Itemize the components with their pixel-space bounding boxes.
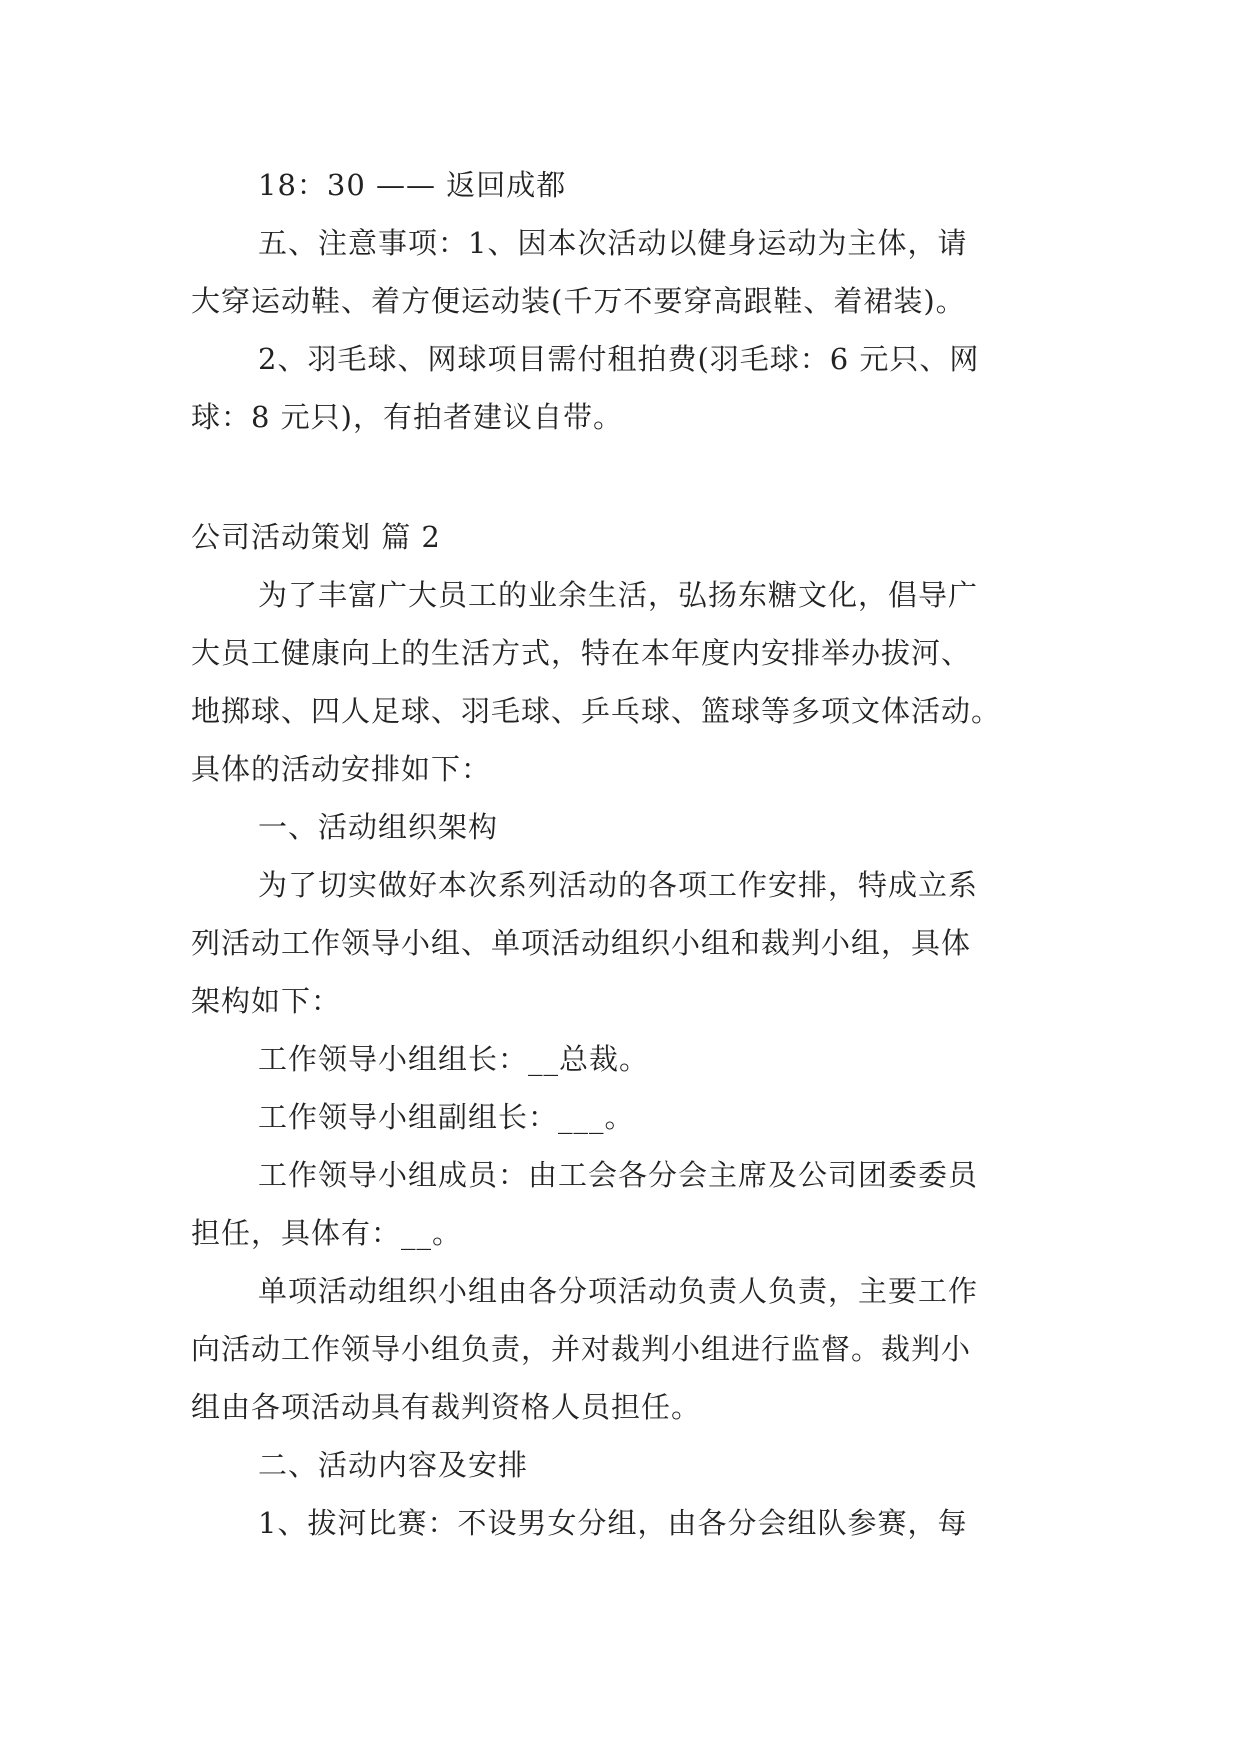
body-line: 列活动工作领导小组、单项活动组织小组和裁判小组，具体 [191,926,972,960]
notice-text-line: 球：8 元只)，有拍者建议自带。 [191,400,623,434]
body-line: 向活动工作领导小组负责，并对裁判小组进行监督。裁判小 [191,1332,972,1366]
body-line: 组由各项活动具有裁判资格人员担任。 [191,1390,702,1424]
notice-item-line: 2、羽毛球、网球项目需付租拍费(羽毛球：6 元只、网 [258,342,980,376]
body-line: 架构如下： [191,984,342,1018]
intro-line: 具体的活动安排如下： [191,752,492,786]
notice-text-line: 大穿运动鞋、着方便运动装(千万不要穿高跟鞋、着裙装)。 [191,284,966,318]
body-line: 1、拔河比赛：不设男女分组，由各分会组队参赛，每 [258,1506,968,1540]
heading-organization: 一、活动组织架构 [258,810,499,844]
members-line: 工作领导小组成员：由工会各分会主席及公司团委委员 [258,1158,979,1192]
section-title: 公司活动策划 篇 2 [191,520,441,554]
notice-heading-line: 五、注意事项：1、因本次活动以健身运动为主体，请 [258,226,968,260]
intro-line: 大员工健康向上的生活方式，特在本年度内安排举办拔河、 [191,636,972,670]
schedule-line: 18：30 —— 返回成都 [258,168,567,202]
intro-line: 地掷球、四人足球、羽毛球、乒乓球、篮球等多项文体活动。 [191,694,1002,728]
intro-line: 为了丰富广大员工的业余生活，弘扬东糖文化，倡导广 [258,578,979,612]
heading-content: 二、活动内容及安排 [258,1448,529,1482]
body-line: 为了切实做好本次系列活动的各项工作安排，特成立系 [258,868,979,902]
members-line: 担任，具体有：__。 [191,1216,463,1250]
leader-line: 工作领导小组组长：__总裁。 [258,1042,650,1076]
vice-leader-line: 工作领导小组副组长：___。 [258,1100,635,1134]
body-line: 单项活动组织小组由各分项活动负责人负责，主要工作 [258,1274,979,1308]
